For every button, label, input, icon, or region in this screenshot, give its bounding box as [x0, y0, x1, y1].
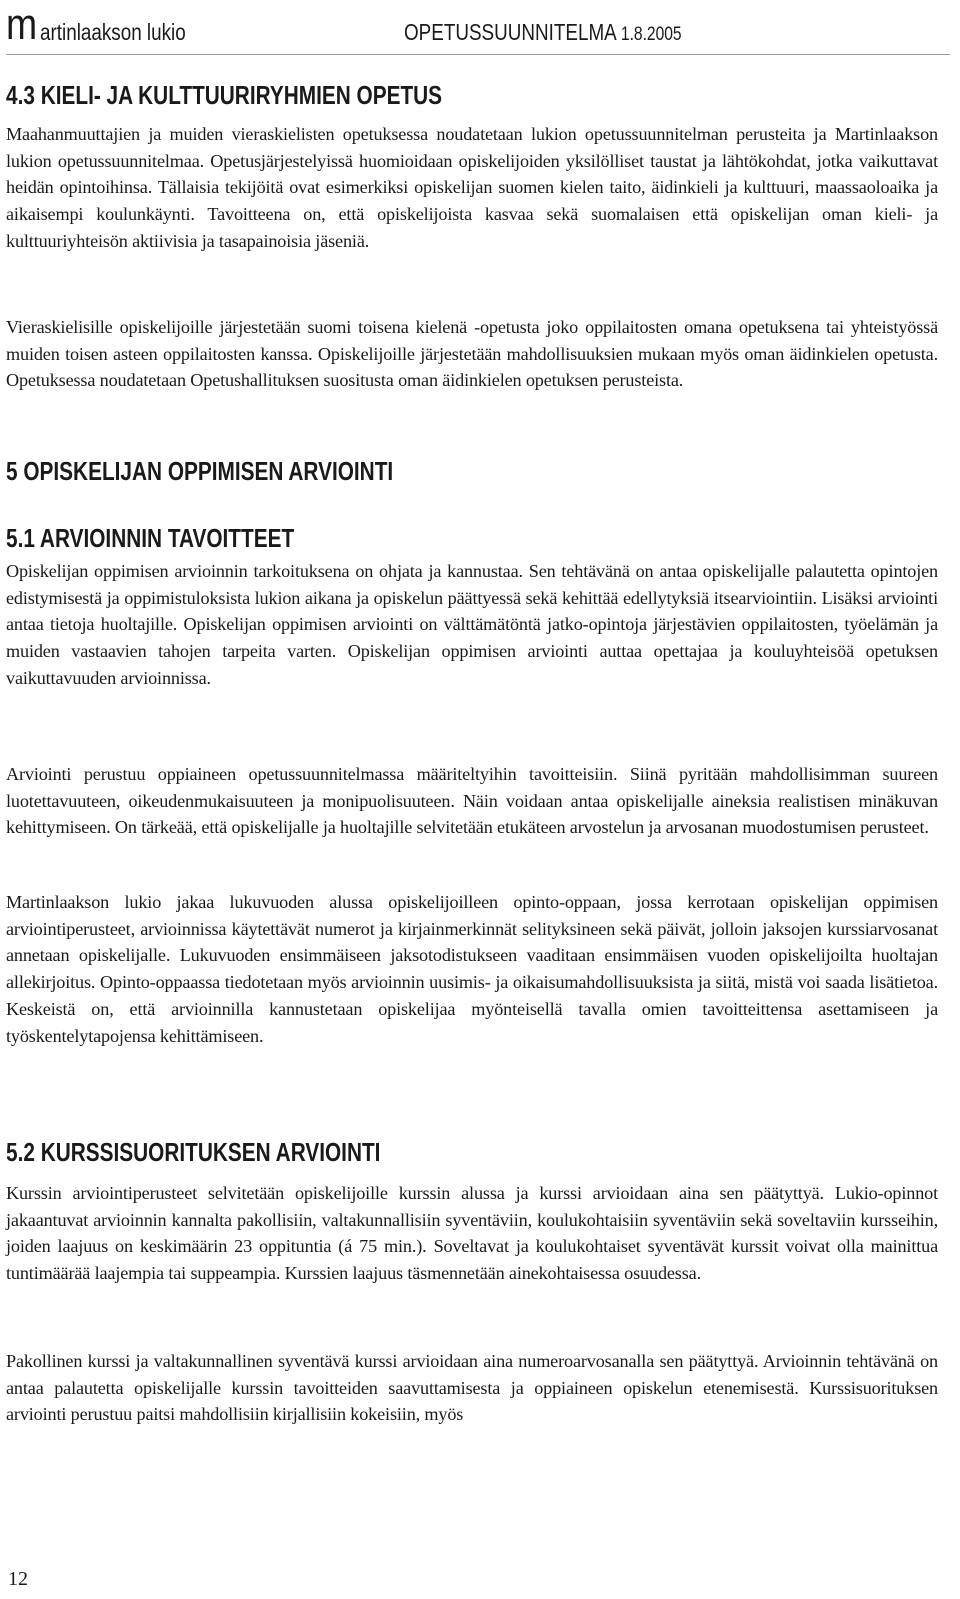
body-paragraph: Vieraskielisille opiskelijoille järjestetään suomi toisena kielenä -opetusta joko oppilaitosten omana opetuksena tai yhteistyössä muiden toisen asteen oppilaitosten kanssa. Opiskelijoille järjestetään mahdollisuuksien mukaan myös oman äidinkielen opetusta. Opetuksessa noudatetaan Opetushallituksen suositusta oman äidinkielen opetuksen perusteista. [6, 317, 938, 391]
section-heading: 5.1 ARVIOINNIN TAVOITTEET [6, 523, 295, 553]
school-name: artinlaakson lukio [40, 19, 186, 45]
body-paragraph: Maahanmuuttajien ja muiden vieraskielisten opetuksessa noudatetaan lukion opetussuunnitelman perusteita ja Martinlaakson lukion opetussuunnitelmaa. Opetusjärjestelyissä huomioidaan opiskelijoiden yksilölliset taustat ja lähtökohdat, jotka vaikuttavat heidän opintoihinsa. Tällaisia tekijöitä ovat esimerkiksi opiskelijan suomen kielen taito, äidinkieli ja kulttuuri, maassaoloaika ja aikaisempi koulunkäynti. Tavoitteena on, että opiskelijoista kasvaa sekä suomalaisen että opiskelijan oman kieli- ja kulttuuriyhteisön aktiivisia ja tasapainoisia jäseniä. [6, 124, 938, 251]
body-paragraph: Kurssin arviointiperusteet selvitetään opiskelijoille kurssin alussa ja kurssi arvioidaan aina sen päätyttyä. Lukio-opinnot jakaantuvat arvioinnin kannalta pakollisiin, valtakunnallisiin syventäviin, koulukohtaisiin syventäviin sekä soveltaviin kursseihin, joiden laajuus on keskimäärin 23 oppituntia (á 75 min.). Soveltavat ja koulukohtaiset syventävät kurssit voivat olla mainittua tuntimäärää laajempia tai suppeampia. Kurssien laajuus täsmennetään ainekohtaisessa osuudessa. [6, 1183, 938, 1284]
page-header [6, 0, 946, 49]
page-number: 12 [8, 1568, 28, 1590]
header-initial: m [6, 0, 37, 49]
header-divider [6, 54, 950, 55]
doc-title: OPETUSSUUNNITELMA [404, 19, 616, 45]
body-paragraph: Opiskelijan oppimisen arvioinnin tarkoituksena on ohjata ja kannustaa. Sen tehtävänä on antaa opiskelijalle palautetta opintojen edistymisestä ja oppimistuloksista lukion aikana ja opiskelun päättyessä sekä kehittää edellytyksiä itsearviointiin. Lisäksi arviointi antaa tietoja huoltajille. Opiskelijan oppimisen arviointi on välttämätöntä jatko-opintoja järjestävien oppilaitosten, työelämän ja muiden vastaavien tahojen tarpeita varten. Opiskelijan oppimisen arviointi auttaa opettajaa ja kouluyhteisöä opetuksen vaikuttavuuden arvioinnissa. [6, 561, 938, 688]
school-logo-text [6, 0, 186, 49]
document-title [404, 19, 682, 46]
body-paragraph: Arviointi perustuu oppiaineen opetussuunnitelmassa määriteltyihin tavoitteisiin. Siinä pyritään mahdollisimman suureen luotettavuuteen, oikeudenmukaisuuteen ja monipuolisuuteen. Näin voidaan antaa opiskelijalle aineksia realistisen minäkuvan kehittymiseen. On tärkeää, että opiskelijalle ja huoltajille selvitetään etukäteen arvostelun ja arvosanan muodostumisen perusteet. [6, 764, 938, 838]
body-paragraph: Pakollinen kurssi ja valtakunnallinen syventävä kurssi arvioidaan aina numeroarvosanalla sen päätyttyä. Arvioinnin tehtävänä on antaa palautetta opiskelijalle kurssin tavoitteiden saavuttamisesta ja oppiaineen opiskelun etenemisestä. Kurssisuorituksen arviointi perustuu paitsi mahdollisiin kirjallisiin kokeisiin, myös [6, 1351, 938, 1425]
doc-date: 1.8.2005 [620, 24, 682, 45]
section-heading: 5.2 KURSSISUORITUKSEN ARVIOINTI [6, 1137, 381, 1167]
section-heading: 4.3 KIELI- JA KULTTUURIRYHMIEN OPETUS [6, 80, 443, 110]
chapter-heading: 5 OPISKELIJAN OPPIMISEN ARVIOINTI [6, 456, 394, 486]
body-paragraph: Martinlaakson lukio jakaa lukuvuoden alussa opiskelijoilleen opinto-oppaan, jossa kerrotaan opiskelijan oppimisen arviointiperusteet, arvioinnissa käytettävät numerot ja kirjainmerkinnät selityksineen sekä päivät, jolloin jaksojen kurssiarvosanat annetaan opiskelijalle. Lukuvuoden ensimmäiseen jaksotodistukseen vaaditaan ensimmäisen vuoden opiskelijoilta huoltajan allekirjoitus. Opinto-oppaassa tiedotetaan myös arvioinnin uusimis- ja oikaisumahdollisuuksista ja siitä, mistä voi saada lisätietoa. Keskeistä on, että arvioinnilla kannustetaan opiskelijaa myönteisellä tavalla omien tavoitteittensa asettamiseen ja työskentelytapojensa kehittämiseen. [6, 892, 938, 1046]
